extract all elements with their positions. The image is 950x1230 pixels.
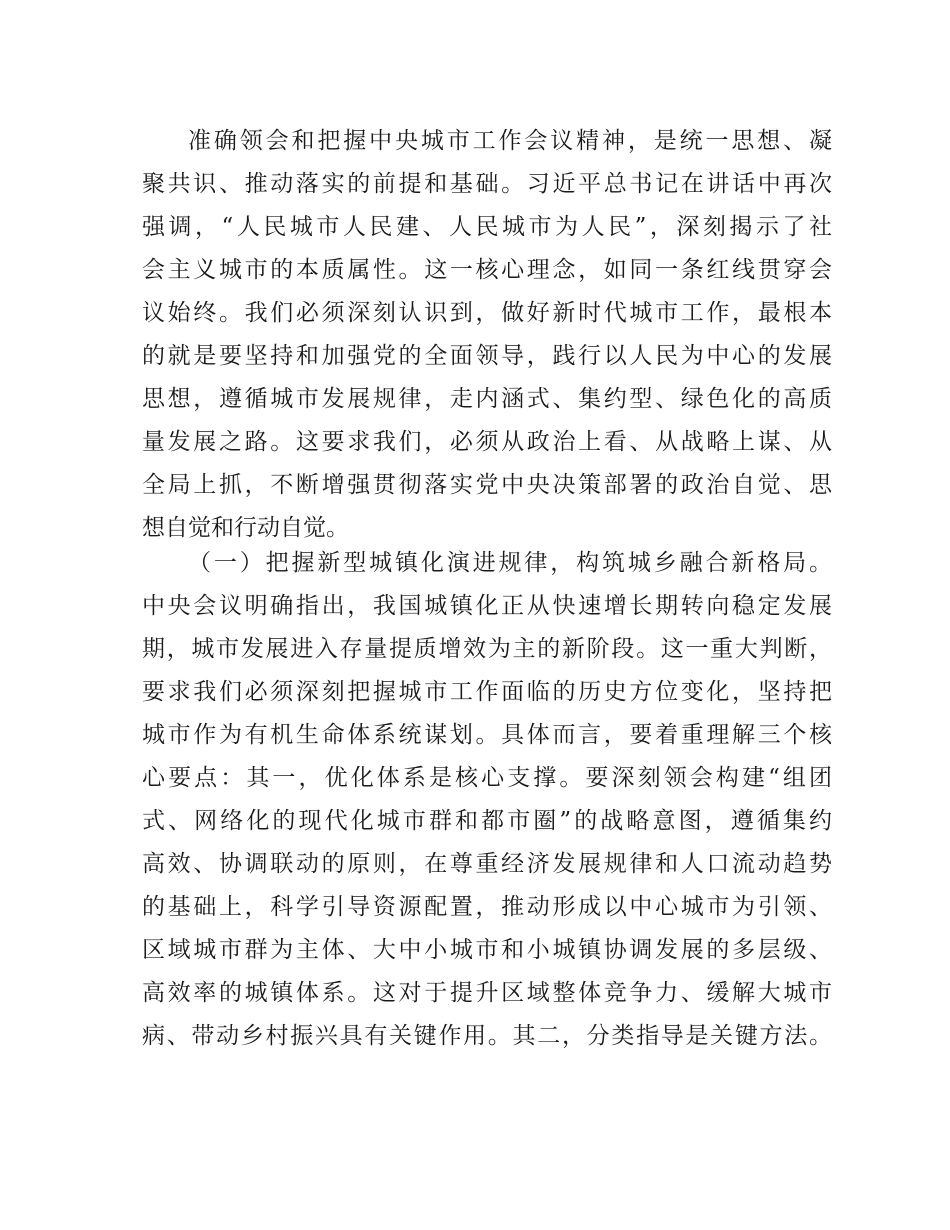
text-line: 思想，遵循城市发展规律，走内涵式、集约型、绿色化的高质	[142, 386, 832, 412]
text-line: 量发展之路。这要求我们，必须从政治上看、从战略上谋、从	[142, 429, 832, 455]
text-line: 要求我们必须深刻把握城市工作面临的历史方位变化，坚持把	[142, 679, 832, 705]
text-line: 中央会议明确指出，我国城镇化正从快速增长期转向稳定发展	[142, 593, 832, 619]
text-line: 的基础上，科学引导资源配置，推动形成以中心城市为引领、	[142, 894, 832, 920]
section-heading-line: （一）把握新型城镇化演进规律，构筑城乡融合新格局。	[188, 550, 832, 576]
text-line: 会主义城市的本质属性。这一核心理念，如同一条红线贯穿会	[142, 257, 832, 283]
text-line: 城市作为有机生命体系统谋划。具体而言，要着重理解三个核	[142, 722, 832, 748]
text-line: 区域城市群为主体、大中小城市和小城镇协调发展的多层级、	[142, 937, 832, 963]
text-line: 期，城市发展进入存量提质增效为主的新阶段。这一重大判断，	[142, 636, 832, 662]
text-line: 心要点：其一，优化体系是核心支撑。要深刻领会构建“组团	[142, 765, 832, 791]
text-line: 强调，“人民城市人民建、人民城市为人民”，深刻揭示了社	[142, 214, 832, 240]
text-line: 病、带动乡村振兴具有关键作用。其二，分类指导是关键方法。	[142, 1023, 832, 1049]
text-line: 式、网络化的现代化城市群和都市圈”的战略意图，遵循集约	[142, 808, 832, 834]
text-line: 高效、协调联动的原则，在尊重经济发展规律和人口流动趋势	[142, 851, 832, 877]
paragraph-section-1	[142, 542, 832, 1058]
text-line: 议始终。我们必须深刻认识到，做好新时代城市工作，最根本	[142, 300, 832, 326]
text-line: 高效率的城镇体系。这对于提升区域整体竞争力、缓解大城市	[142, 980, 832, 1006]
paragraph-intro	[142, 120, 832, 550]
text-line: 的就是要坚持和加强党的全面领导，践行以人民为中心的发展	[142, 343, 832, 369]
text-line: 准确领会和把握中央城市工作会议精神，是统一思想、凝	[188, 128, 832, 154]
text-line: 全局上抓，不断增强贯彻落实党中央决策部署的政治自觉、思	[142, 472, 832, 498]
text-line: 想自觉和行动自觉。	[142, 515, 349, 541]
text-line: 聚共识、推动落实的前提和基础。习近平总书记在讲话中再次	[142, 171, 832, 197]
